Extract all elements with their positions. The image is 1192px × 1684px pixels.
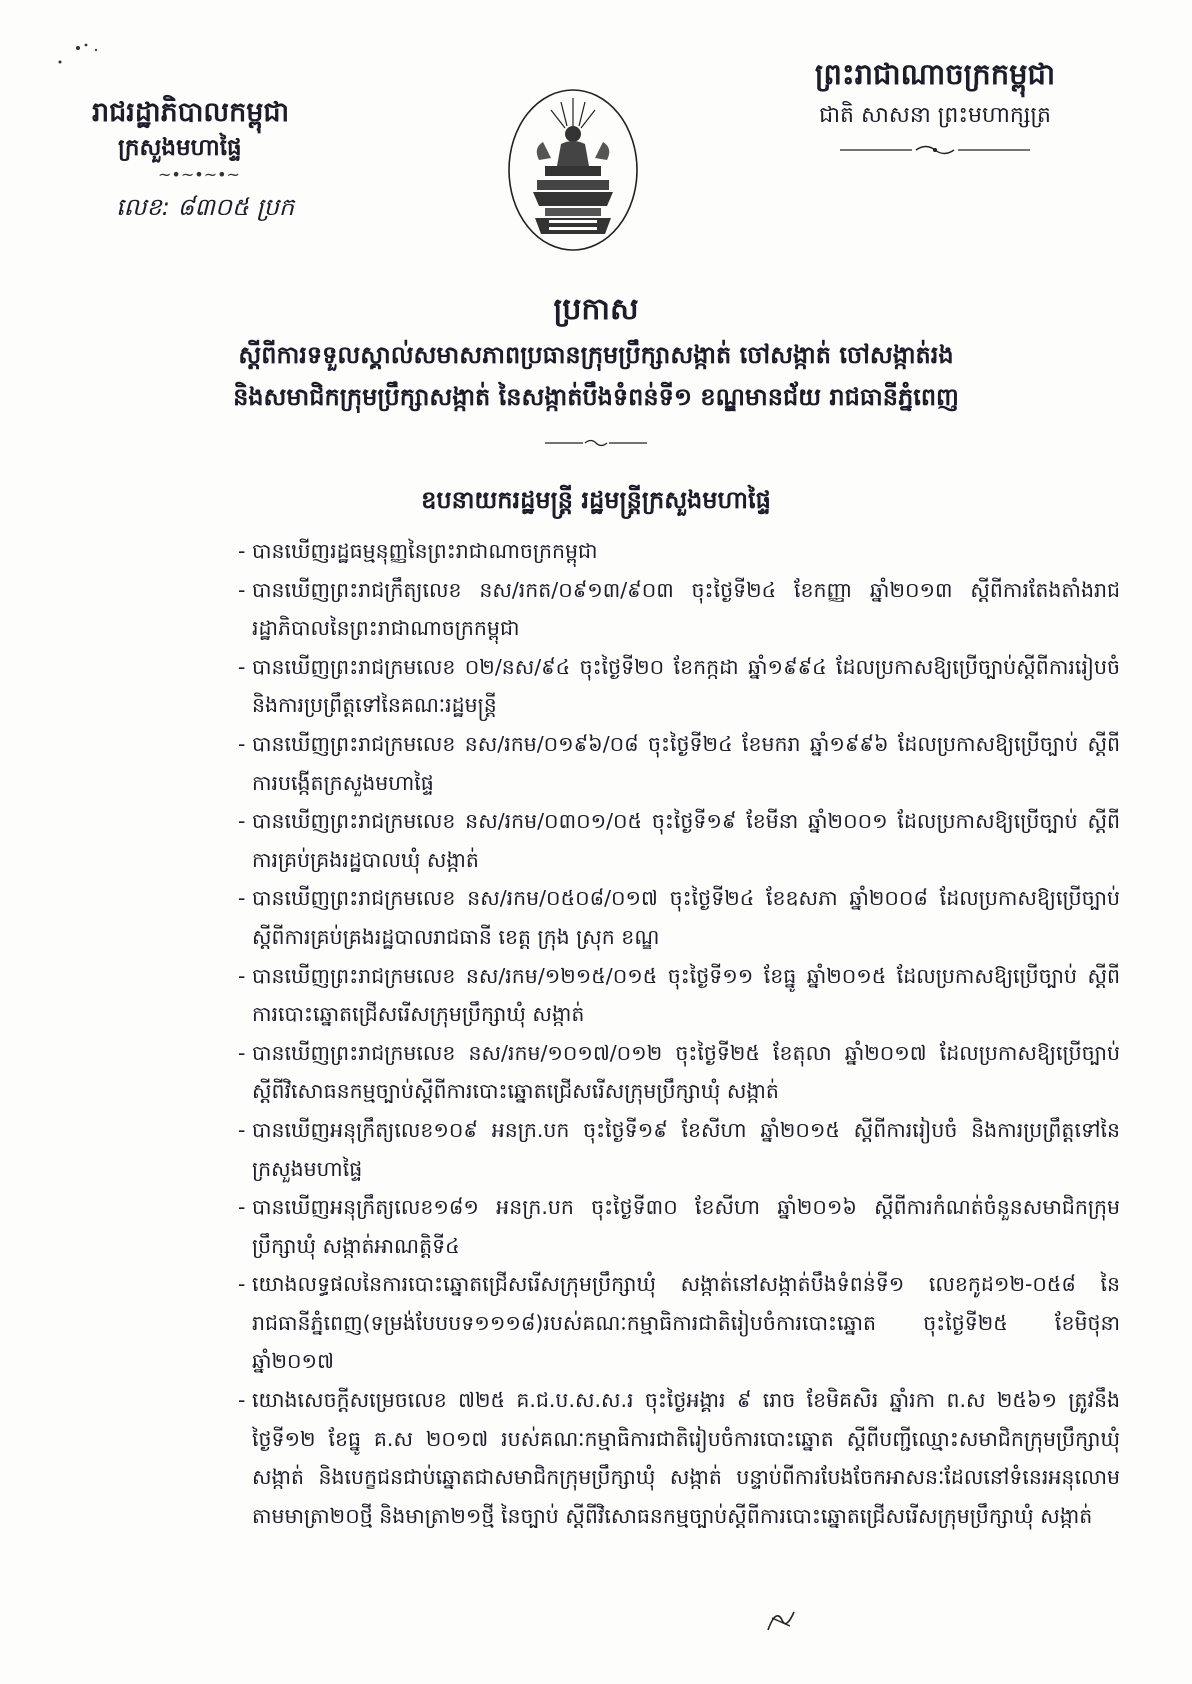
recital-item: - បានឃើញព្រះរាជក្រមលេខ នស/រកម/០១៩៦/០៨ ចុះថ្ងៃទី២៤ ខែមករា ឆ្នាំ១៩៩៦ ដែលប្រកាសឱ្យប្រើច្បាប់ ស្តីពីការបង្កើតក្រសួងមហាផ្ទៃ: [240, 725, 1120, 802]
kingdom-header: [770, 55, 1100, 161]
ministry-header: [88, 95, 348, 225]
recital-item: - បានឃើញព្រះរាជក្រមលេខ នស/រកម/១២១៥/០១៥ ចុះថ្ងៃទី១១ ខែធ្នូ ឆ្នាំ២០១៥ ដែលប្រកាសឱ្យប្រើច្បាប់ ស្តីពីការបោះឆ្នោតជ្រើសរើសក្រុមប្រឹក្សាឃុំ សង្កាត់: [240, 957, 1120, 1034]
recital-item: - បានឃើញអនុក្រឹត្យលេខ១០៩ អនក្រ.បក ចុះថ្ងៃទី១៩ ខែសីហា ឆ្នាំ២០១៥ ស្តីពីការរៀបចំ និងការប្រព្រឹត្តទៅនៃក្រសួងមហាផ្ទៃ: [240, 1111, 1120, 1188]
subject-line-2: និងសមាជិកក្រុមប្រឹក្សាសង្កាត់ នៃសង្កាត់បឹងទំពន់ទី១ ខណ្ឌមានជ័យ រាជធានីភ្នំពេញ: [233, 383, 959, 411]
national-motto: ជាតិ សាសនា ព្រះមហាក្សត្រ: [819, 103, 1051, 128]
kingdom-title: ព្រះរាជាណាចក្រកម្ពុជា: [814, 57, 1056, 91]
document-type: ប្រកាស: [553, 292, 639, 327]
document-subject: [120, 334, 1072, 418]
recital-item: - បានឃើញអនុក្រឹត្យលេខ១៨១ អនក្រ.បក ចុះថ្ងៃទី៣០ ខែសីហា ឆ្នាំ២០១៦ ស្តីពីការកំណត់ចំនួនសមាជិកក្រុមប្រឹក្សាឃុំ សង្កាត់អាណត្តិទី៤: [240, 1188, 1120, 1265]
recital-item: - បានឃើញព្រះរាជក្រមលេខ នស/រកម/១០១៧/០១២ ចុះថ្ងៃទី២៥ ខែតុលា ឆ្នាំ២០១៧ ដែលប្រកាសឱ្យប្រើច្បាប់ ស្តីពីវិសោធនកម្មច្បាប់ស្តីពីការបោះឆ្នោតជ្រើសរើសក្រុមប្រឹក្សាឃុំ សង្កាត់: [240, 1034, 1120, 1111]
recital-item: - យោងលទ្ធផលនៃការបោះឆ្នោតជ្រើសរើសក្រុមប្រឹក្សាឃុំ សង្កាត់នៅសង្កាត់បឹងទំពន់ទី១ លេខកូដ១២-០៥៨ នៃរាជធានីភ្នំពេញ(ទម្រង់បែបបទ១១១៨)របស់គណៈកម្មាធិការជាតិរៀបចំការបោះឆ្នោត ចុះថ្ងៃទី២៥ ខែមិថុនា ឆ្នាំ២០១៧: [240, 1265, 1120, 1381]
reference-number: លេខ: ៨៣០៥ ប្រក: [116, 193, 295, 221]
recital-item: - បានឃើញព្រះរាជក្រមលេខ ០២/នស/៩៤ ចុះថ្ងៃទី២០ ខែកក្កដា ឆ្នាំ១៩៩៤ ដែលប្រកាសឱ្យប្រើច្បាប់ស្តីពីការរៀបចំ និងការប្រព្រឹត្តទៅនៃគណៈរដ្ឋមន្ត្រី: [240, 648, 1120, 725]
royal-emblem-icon: [505, 88, 641, 252]
ornamental-divider: [840, 143, 1030, 157]
ministry-ornament: ~•~•~•~: [158, 165, 240, 184]
scan-speck-marks: [40, 40, 120, 70]
recitals-list: [240, 532, 1120, 1535]
recital-item: - យោងសេចក្តីសម្រេចលេខ ៧២៥ គ.ជ.ប.ស.ស.រ ចុះថ្ងៃអង្គារ ៩ រោច ខែមិគសិរ ឆ្នាំរកា ព.ស ២៥៦១ ត្រូវនឹងថ្ងៃទី១២ ខែធ្នូ គ.ស ២០១៧ របស់គណៈកម្មាធិការជាតិរៀបចំការបោះឆ្នោត ស្តីពីបញ្ជីឈ្មោះសមាជិកក្រុមប្រឹក្សាឃុំ សង្កាត់ និងបេក្ខជនជាប់ឆ្នោតជាសមាជិកក្រុមប្រឹក្សាឃុំ សង្កាត់ បន្ទាប់ពីការបែងចែកអាសនៈដែលនៅទំនេរអនុលោមតាមមាត្រា២០ថ្មី និងមាត្រា២១ថ្មី នៃច្បាប់ ស្តីពីវិសោធនកម្មច្បាប់ស្តីពីការបោះឆ្នោតជ្រើសរើសក្រុមប្រឹក្សាឃុំ សង្កាត់: [240, 1381, 1120, 1535]
recital-item: - បានឃើញព្រះរាជក្រមលេខ នស/រកម/០៥០៨/០១៧ ចុះថ្ងៃទី២៤ ខែឧសភា ឆ្នាំ២០០៨ ដែលប្រកាសឱ្យប្រើច្បាប់ ស្តីពីការគ្រប់គ្រងរដ្ឋបាលរាជធានី ខេត្ត ក្រុង ស្រុក ខណ្ឌ: [240, 879, 1120, 956]
government-title: រាជរដ្ឋាភិបាលកម្ពុជា: [92, 97, 290, 128]
title-divider: [545, 437, 647, 449]
subject-line-1: ស្តីពីការទទួលស្គាល់សមាសភាពប្រធានក្រុមប្រឹក្សាសង្កាត់ ចៅសង្កាត់ ចៅសង្កាត់រង: [238, 341, 954, 369]
initial-mark-icon: [710, 1600, 800, 1640]
issuing-authority: ឧបនាយករដ្ឋមន្ត្រី រដ្ឋមន្ត្រីក្រសួងមហាផ្ទៃ: [421, 486, 771, 514]
recital-item: - បានឃើញព្រះរាជក្រមលេខ នស/រកម/០៣០១/០៥ ចុះថ្ងៃទី១៩ ខែមីនា ឆ្នាំ២០០១ ដែលប្រកាសឱ្យប្រើច្បាប់ ស្តីពីការគ្រប់គ្រងរដ្ឋបាលឃុំ សង្កាត់: [240, 802, 1120, 879]
ministry-name: ក្រសួងមហាផ្ទៃ: [118, 135, 242, 161]
recital-item: - បានឃើញព្រះរាជក្រឹត្យលេខ នស/រកត/០៩១៣/៩០៣ ចុះថ្ងៃទី២៤ ខែកញ្ញា ឆ្នាំ២០១៣ ស្តីពីការតែងតាំងរាជរដ្ឋាភិបាលនៃព្រះរាជាណាចក្រកម្ពុជា: [240, 571, 1120, 648]
recital-item: - បានឃើញរដ្ឋធម្មនុញ្ញនៃព្រះរាជាណាចក្រកម្ពុជា: [240, 532, 1120, 571]
